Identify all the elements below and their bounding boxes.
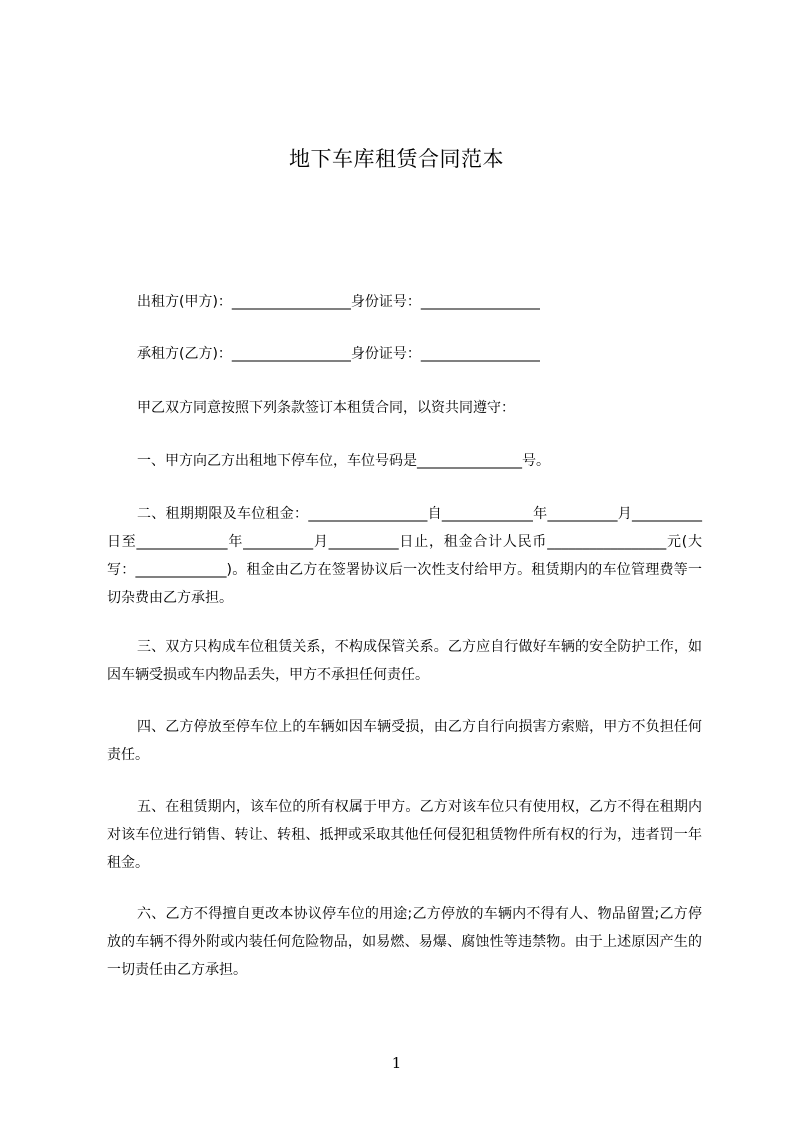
lessor-line: 出租方(甲方)：_________________身份证号：_________________: [137, 294, 540, 310]
clause-1: 一、甲方向乙方出租地下停车位，车位号码是_______________号。: [137, 453, 550, 469]
intro-paragraph: 甲乙双方同意按照下列条款签订本租赁合同，以资共同遵守：: [137, 400, 515, 416]
clause-2: 二、租期期限及车位租金：_________________自_____________年__________月__________日至_____________年__________月__________日止，租金合计人民币_________________元(大写：_____________)。租金由乙方在签署协议后一次性支付给甲方。租赁期内的车位管理费等一切杂费由乙方承担。: [107, 506, 702, 606]
clause-3: 三、双方只构成车位租赁关系，不构成保管关系。乙方应自行做好车辆的安全防护工作，如因车辆受损或车内物品丢失，甲方不承担任何责任。: [107, 639, 702, 683]
clause-5: 五、在租赁期内，该车位的所有权属于甲方。乙方对该车位只有使用权，乙方不得在租期内对该车位进行销售、转让、转租、抵押或采取其他任何侵犯租赁物件所有权的行为，违者罚一年租金。: [107, 799, 702, 871]
clause-6: 六、乙方不得擅自更改本协议停车位的用途;乙方停放的车辆内不得有人、物品留置;乙方停放的车辆不得外附或内装任何危险物品，如易燃、易爆、腐蚀性等违禁物。由于上述原因产生的一切责任由乙方承担。: [107, 906, 702, 978]
clause-4: 四、乙方停放至停车位上的车辆如因车辆受损，由乙方自行向损害方索赔，甲方不负担任何责任。: [107, 719, 702, 763]
document-title: 地下车库租赁合同范本: [289, 147, 504, 171]
lessee-line: 承租方(乙方)：_________________身份证号：_________________: [137, 346, 540, 362]
page-number: 1: [391, 1054, 402, 1072]
